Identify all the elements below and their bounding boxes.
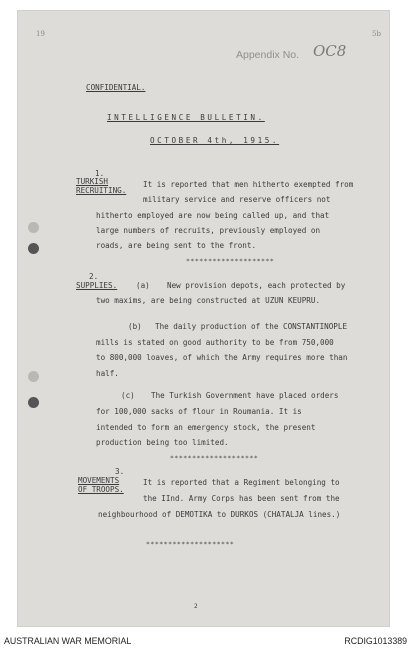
bulletin-date: OCTOBER 4th, 1915. bbox=[150, 136, 280, 145]
text-line: The daily production of the CONSTANTINOPLE bbox=[155, 322, 348, 331]
punch-hole bbox=[28, 371, 39, 382]
paragraph-label: (b) bbox=[128, 322, 142, 331]
punch-hole bbox=[28, 222, 39, 233]
appendix-stamp: Appendix No. bbox=[236, 49, 300, 61]
section-number: 2. bbox=[89, 272, 99, 281]
text-line: to 800,000 loaves, of which the Army requires more than bbox=[96, 353, 348, 362]
corner-pencil-mark: 19 bbox=[36, 30, 45, 38]
text-line: roads, are being sent to the front. bbox=[96, 241, 257, 250]
footer-institution: AUSTRALIAN WAR MEMORIAL bbox=[4, 636, 132, 646]
section-number: 1. bbox=[95, 169, 105, 178]
bulletin-title: INTELLIGENCE BULLETIN. bbox=[107, 113, 265, 122]
separator: ******************** bbox=[170, 454, 259, 462]
section-heading: SUPPLIES. bbox=[76, 281, 118, 290]
section-heading: OF TROOPS. bbox=[78, 485, 124, 494]
text-line: The Turkish Government have placed orders bbox=[151, 391, 339, 400]
punch-hole bbox=[28, 397, 39, 408]
text-line: half. bbox=[96, 369, 119, 378]
section-number: 3. bbox=[115, 467, 125, 476]
footer-record-id: RCDIG1013389 bbox=[344, 636, 407, 646]
corner-pencil-mark: 5b bbox=[372, 30, 381, 38]
appendix-number: OC8 bbox=[313, 42, 347, 60]
text-line: New provision depots, each protected by bbox=[167, 281, 346, 290]
text-line: intended to form an emergency stock, the present bbox=[96, 423, 316, 432]
text-line: the IInd. Army Corps has been sent from the bbox=[143, 494, 340, 503]
text-line: for 100,000 sacks of flour in Roumania. It is bbox=[96, 407, 302, 416]
text-line: two maxims, are being constructed at UZUN KEUPRU. bbox=[96, 296, 321, 305]
text-line: neighbourhood of DEMOTIKA to DURKOS (CHATALJA lines.) bbox=[98, 510, 341, 519]
section-heading: RECRUITING. bbox=[76, 186, 127, 195]
classification: CONFIDENTIAL. bbox=[86, 83, 146, 92]
text-line: military service and reserve officers not bbox=[143, 195, 331, 204]
punch-hole bbox=[28, 243, 39, 254]
text-line: mills is stated on good authority to be from 750,000 bbox=[96, 338, 334, 347]
document-page bbox=[17, 10, 390, 627]
text-line: production being too limited. bbox=[96, 438, 229, 447]
text-line: It is reported that a Regiment belonging to bbox=[143, 478, 340, 487]
text-line: hitherto employed are now being called up, and that bbox=[96, 211, 330, 220]
paragraph-label: (c) bbox=[121, 391, 135, 400]
separator: ******************** bbox=[186, 257, 275, 265]
section-heading: TURKISH bbox=[76, 177, 109, 186]
text-line: It is reported that men hitherto exempted from bbox=[143, 180, 354, 189]
text-line: large numbers of recruits, previously employed on bbox=[96, 226, 321, 235]
page-mark: 2 bbox=[194, 603, 198, 610]
section-heading: MOVEMENTS bbox=[78, 476, 120, 485]
separator: ******************** bbox=[146, 540, 235, 548]
paragraph-label: (a) bbox=[136, 281, 150, 290]
